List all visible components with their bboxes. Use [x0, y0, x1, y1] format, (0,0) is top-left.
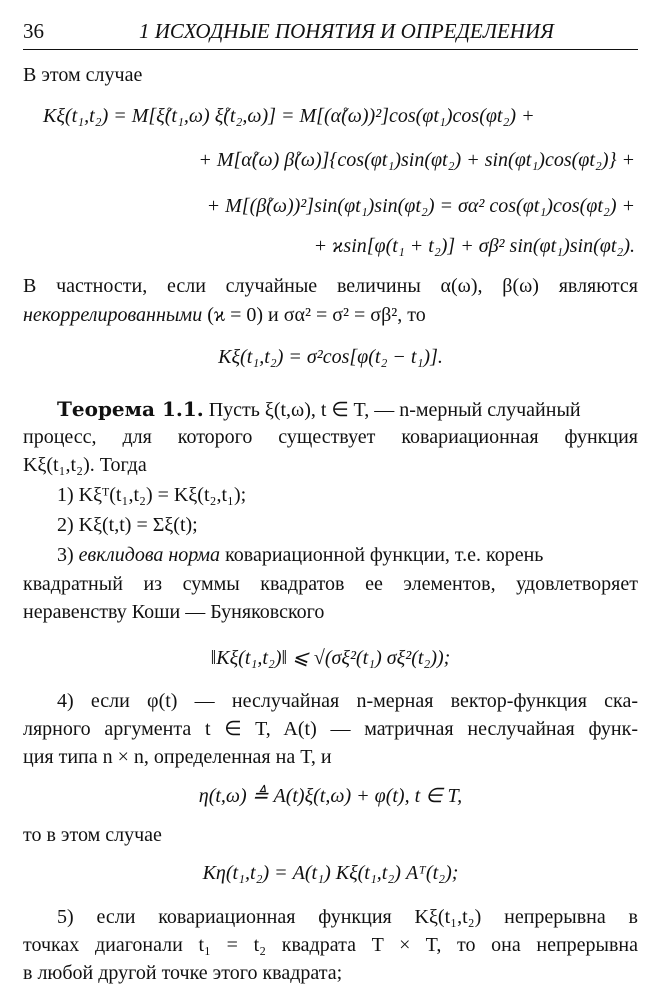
item-5-line-3: в любой другой точке этого квадрата;: [23, 962, 343, 984]
theorem-label: Теорема 1.1.: [57, 397, 204, 421]
running-head: [23, 16, 638, 46]
item-1: 1) Kξᵀ(t₁,t₂) = Kξ(t₂,t₁);: [57, 484, 247, 506]
paragraph-line-2-rest: (ϰ = 0) и σα² = σ² = σβ², то: [207, 304, 426, 326]
equation-3: ‖Kξ(t₁,t₂)‖ ⩽ √(σξ²(t₁) σξ²(t₂));: [210, 647, 451, 669]
item-2: 2) Kξ(t,t) = Σξ(t);: [57, 514, 198, 536]
item-3-prefix: 3): [57, 544, 74, 566]
item-3-line-3: неравенству Коши — Буняковского: [23, 601, 325, 623]
equation-1-line-1: Kξ(t₁,t₂) = M[ξ̊(t₁,ω) ξ̊(t₂,ω)] = M[(α̊(ω))²]cos(φt₁)cos(φt₂) +: [43, 105, 535, 127]
theorem-line-2: процесс, для которого существует ковариационная функция: [23, 426, 638, 448]
page-number: 36: [23, 19, 44, 43]
intro-text: В этом случае: [23, 64, 143, 86]
theorem-first-line: [57, 396, 638, 424]
paragraph-line-1: В частности, если случайные величины α(ω), β(ω) являются: [23, 275, 638, 297]
paragraph-line-2: [23, 302, 638, 329]
item-4-line-3: ция типа n × n, определенная на T, и: [23, 746, 332, 768]
equation-1-line-4: + ϰsin[φ(t₁ + t₂)] + σβ² sin(φt₁)sin(φt₂).: [313, 235, 635, 257]
equation-5: Kη(t₁,t₂) = A(t₁) Kξ(t₁,t₂) Aᵀ(t₂);: [202, 862, 459, 884]
item-3-line-1-rest: ковариационной функции, т.е. корень: [225, 544, 544, 566]
item-4-continuation: то в этом случае: [23, 824, 162, 846]
item-3-line-2: квадратный из суммы квадратов ее элементов, удовлетворяет: [23, 573, 638, 595]
item-3-first-line: [57, 542, 638, 569]
term-euclidean-norm: евклидова норма: [78, 544, 221, 566]
theorem-line-1: Пусть ξ(t,ω), t ∈ T, — n-мерный случайный: [208, 399, 581, 421]
chapter-title: 1 ИСХОДНЫЕ ПОНЯТИЯ И ОПРЕДЕЛЕНИЯ: [139, 19, 554, 43]
theorem-line-3: Kξ(t₁,t₂). Тогда: [23, 454, 147, 476]
item-5-line-2: точках диагонали t₁ = t₂ квадрата T × T, то она непрерывна: [23, 934, 638, 956]
equation-1-line-2: + M[α̊(ω) β̊(ω)]{cos(φt₁)sin(φt₂) + sin(φt₁)cos(φt₂)} +: [198, 149, 635, 171]
equation-1-line-3: + M[(β̊(ω))²]sin(φt₁)sin(φt₂) = σα² cos(φt₁)cos(φt₂) +: [206, 195, 635, 217]
equation-4: η(t,ω) ≜ A(t)ξ(t,ω) + φ(t), t ∈ T,: [198, 785, 463, 807]
equation-2: Kξ(t₁,t₂) = σ²cos[φ(t₂ − t₁)].: [218, 346, 443, 368]
header-rule: [23, 49, 638, 50]
item-4-line-1: 4) если φ(t) — неслучайная n-мерная вектор-функция ска-: [57, 690, 638, 712]
term-uncorrelated: некоррелированными: [23, 304, 203, 326]
item-5-line-1: 5) если ковариационная функция Kξ(t₁,t₂) непрерывна в: [57, 906, 638, 928]
item-4-line-2: лярного аргумента t ∈ T, A(t) — матричная неслучайная функ-: [23, 718, 638, 740]
